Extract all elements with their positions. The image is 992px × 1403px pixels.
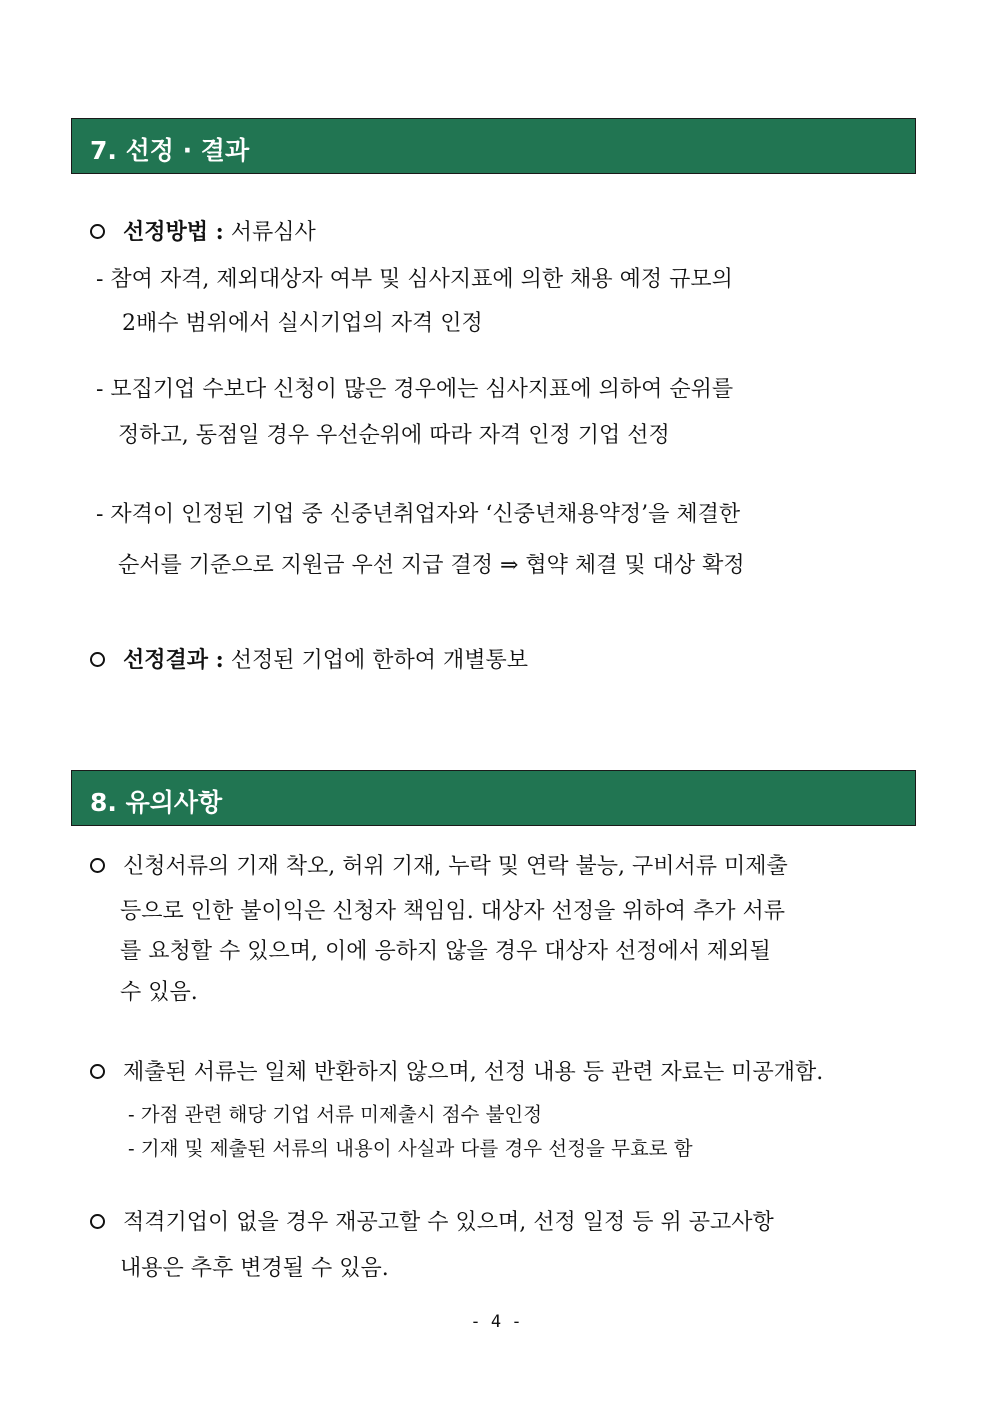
item-2-sub-1: - 가점 관련 해당 기업 서류 미제출시 점수 불인정 [128,1103,543,1126]
section-7-header [71,118,916,174]
item-2-line-1: 제출된 서류는 일체 반환하지 않으며, 선정 내용 등 관련 자료는 미공개함. [123,1060,824,1085]
method-line [123,215,316,246]
circle-bullet-icon [90,858,105,873]
circle-bullet-icon [90,652,105,667]
circle-bullet-icon [90,224,105,239]
result-value: 선정된 기업에 한하여 개별통보 [230,648,529,673]
circle-bullet-icon [90,1214,105,1229]
section-7-title: 7. 선정 · 결과 [90,136,250,165]
dash-item-2-line-2: 정하고, 동점일 경우 우선순위에 따라 자격 인정 기업 선정 [118,423,670,448]
section-8-header [71,770,916,826]
item-1-line-3: 를 요청할 수 있으며, 이에 응하지 않을 경우 대상자 선정에서 제외될 [120,939,771,964]
item-1-line-2: 등으로 인한 불이익은 신청자 책임임. 대상자 선정을 위하여 추가 서류 [120,899,785,924]
circle-bullet-icon [90,1064,105,1079]
dash-item-1-line-2: 2배수 범위에서 실시기업의 자격 인정 [122,311,483,336]
item-2-sub-2: - 기재 및 제출된 서류의 내용이 사실과 다를 경우 선정을 무효로 함 [128,1137,693,1160]
item-1-line-4: 수 있음. [120,980,198,1005]
item-1-line-1: 신청서류의 기재 착오, 허위 기재, 누락 및 연락 불능, 구비서류 미제출 [123,854,788,879]
dash-item-2-line-1: - 모집기업 수보다 신청이 많은 경우에는 심사지표에 의하여 순위를 [96,377,734,402]
dash-item-3-line-2: 순서를 기준으로 지원금 우선 지급 결정 ⇒ 협약 체결 및 대상 확정 [118,553,745,578]
dash-item-3-line-1: - 자격이 인정된 기업 중 신중년취업자와 ‘신중년채용약정’을 체결한 [96,502,741,527]
result-label: 선정결과 : [123,647,224,673]
item-3-line-1: 적격기업이 없을 경우 재공고할 수 있으며, 선정 일정 등 위 공고사항 [123,1210,774,1235]
dash-item-1-line-1: - 참여 자격, 제외대상자 여부 및 심사지표에 의한 채용 예정 규모의 [96,267,733,292]
result-line [123,643,528,674]
method-value: 서류심사 [230,220,316,245]
item-3-line-2: 내용은 추후 변경될 수 있음. [120,1256,389,1281]
section-8-title: 8. 유의사항 [90,788,223,817]
method-label: 선정방법 : [123,219,224,245]
page-number: - 4 - [470,1312,522,1332]
